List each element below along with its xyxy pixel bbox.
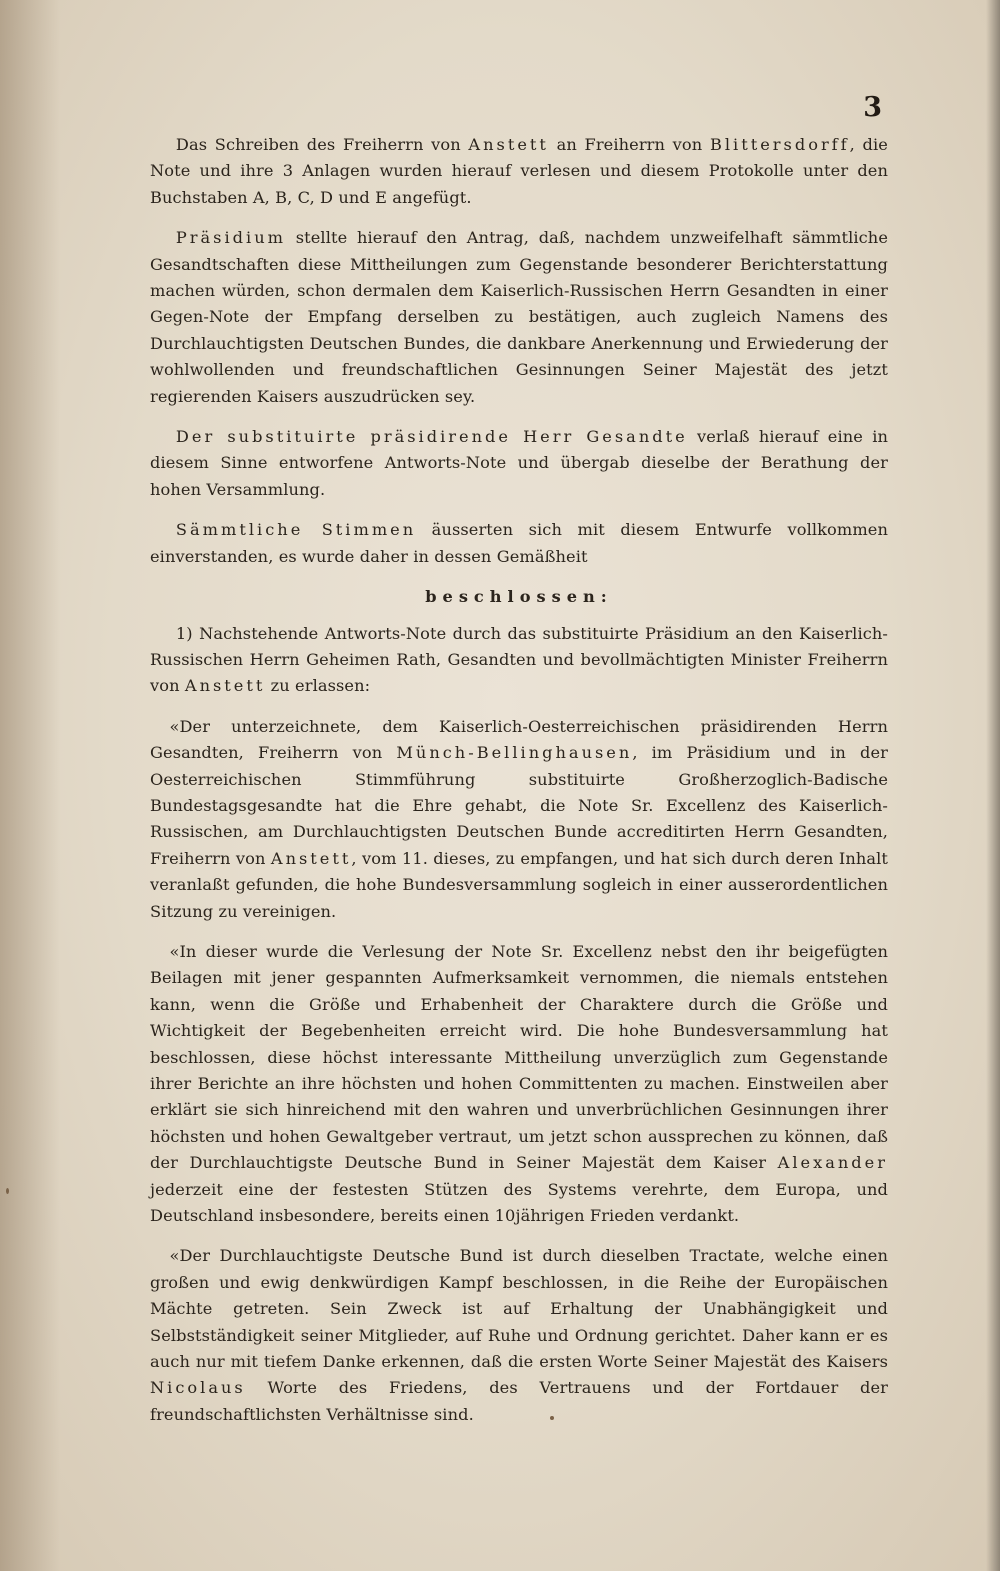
paragraph-5 [150, 621, 888, 700]
quote-paragraph-1 [150, 714, 888, 925]
text-run: verlaß hierauf eine in diesem Sinne entworfene Antworts-Note und übergab dieselbe der Berathung der hohen Versammlung. [150, 427, 888, 499]
text-run: «In dieser wurde die Verlesung der Note Sr. Excellenz nebst den ihr beigefügten Beilagen mit jener gespannten Aufmerksamkeit vernommen, die niemals entstehen kann, wenn die Größe und Erhabenheit der Charaktere durch die Größe und Wichtigkeit der Begebenheiten erreicht wird. Die hohe Bundesversammlung hat beschlossen, diese höchst interessante Mittheilung unverzüglich zum Gegenstande ihrer Berichte an ihre höchsten und hohen Committenten zu machen. Einstweilen aber erklärt sie sich hinreichend mit den wahren und unverbrüchlichen Gesinnungen ihrer höchsten und hohen Gewaltgeber vertraut, um jetzt schon aussprechen zu können, daß der Durchlauchtigste Deutsche Bund in Seiner Majestät dem Kaiser [150, 941, 888, 1173]
spaced-name: Anstett [270, 848, 352, 868]
text-run: «Der unterzeichnete, dem Kaiserlich-Oesterreichischen präsidirenden Herrn Gesandten, Freiherrn von [150, 716, 888, 763]
text-run: jederzeit eine der festesten Stützen des Systems verehrte, dem Europa, und Deutschland insbesondere, bereits einen 10jährigen Frieden verdankt. [150, 1179, 888, 1226]
spaced-name: Anstett [468, 135, 549, 154]
ink-spot [550, 1416, 554, 1420]
resolution-heading [150, 584, 888, 610]
text-run: äusserten sich mit diesem Entwurfe vollkommen einverstanden, es wurde daher in dessen Gemäßheit [150, 520, 888, 566]
paragraph-2 [150, 225, 888, 410]
paragraph-1 [150, 132, 888, 211]
quote-paragraph-2 [150, 939, 888, 1229]
quote-paragraph-3 [150, 1243, 888, 1428]
page-number: 3 [863, 92, 882, 123]
text-run: stellte hierauf den Antrag, daß, nachdem unzweifelhaft sämmtliche Gesandtschaften diese Mittheilungen zum Gegenstande besonderer Berichterstattung machen würden, schon dermalen dem Kaiserlich-Russischen Herrn Gesandten in einer Gegen-Note der Empfang derselben zu bestätigen, auch zugleich Namens des Durchlauchtigsten Deutschen Bundes, die dankbare Anerkennung und Erwiederung der wohlwollenden und freundschaftlichen Gesinnungen Seiner Majestät des jetzt regierenden Kaisers auszudrücken sey. [150, 228, 888, 406]
text-run: 1) Nachstehende Antworts-Note durch das substituirte Präsidium an den Kaiserlich-Russischen Herrn Geheimen Rath, Gesandten und bevollmächtigten Minister Freiherrn von [150, 623, 888, 696]
spaced-name: Anstett [184, 676, 266, 696]
text-run: «Der Durchlauchtigste Deutsche Bund ist durch dieselben Tractate, welche einen großen und ewig denkwürdigen Kampf beschlossen, in die Reihe der Europäischen Mächte getreten. Sein Zweck ist auf Erhaltung der Unabhängigkeit und Selbstständigkeit seiner Mitglieder, auf Ruhe und Ordnung gerichtet. Daher kann er es auch nur mit tiefem Danke erkennen, daß die ersten Worte Seiner Majestät des Kaisers [150, 1246, 888, 1372]
spaced-name: Präsidium [175, 228, 286, 248]
spaced-name: Alexander [777, 1153, 888, 1173]
text-run: an Freiherrn von [548, 135, 710, 154]
text-run: zu erlassen: [265, 676, 371, 696]
body-text [150, 132, 888, 1442]
paragraph-4 [150, 517, 888, 570]
page-edge [986, 0, 1000, 1571]
text-run: Das Schreiben des Freiherrn von [175, 135, 469, 154]
spaced-name: Blittersdorff [709, 135, 850, 154]
text-run: beschlossen: [425, 587, 613, 607]
text-run: Worte des Friedens, des Vertrauens und der Fortdauer der freundschaftlichsten Verhältnisse sind. [150, 1378, 888, 1424]
text-run: , vom 11. dieses, zu empfangen, und hat sich durch deren Inhalt veranlaßt gefunden, die hohe Bundesversammlung sogleich in einer ausserordentlichen Sitzung zu vereinigen. [150, 848, 889, 921]
ink-spot [6, 1188, 9, 1194]
binding-shadow [0, 0, 60, 1571]
spaced-name: Der substituirte präsidirende Herr Gesandte [175, 427, 688, 447]
spaced-name: Münch-Bellinghausen [396, 743, 633, 763]
text-run: , die Note und ihre 3 Anlagen wurden hierauf verlesen und diesem Protokolle unter den Buchstaben A, B, C, D und E angefügt. [150, 135, 888, 207]
spaced-name: Nicolaus [150, 1378, 246, 1398]
paragraph-3 [150, 424, 888, 503]
spaced-name: Sämmtliche Stimmen [175, 520, 417, 540]
text-run: , im Präsidium und in der Oesterreichischen Stimmführung substituirte Großherzoglich-Badische Bundestagsgesandte hat die Ehre gehabt, die Note Sr. Excellenz des Kaiserlich-Russischen, am Durchlauchtigsten Deutschen Bunde accreditirten Herrn Gesandten, Freiherrn von [150, 743, 888, 868]
